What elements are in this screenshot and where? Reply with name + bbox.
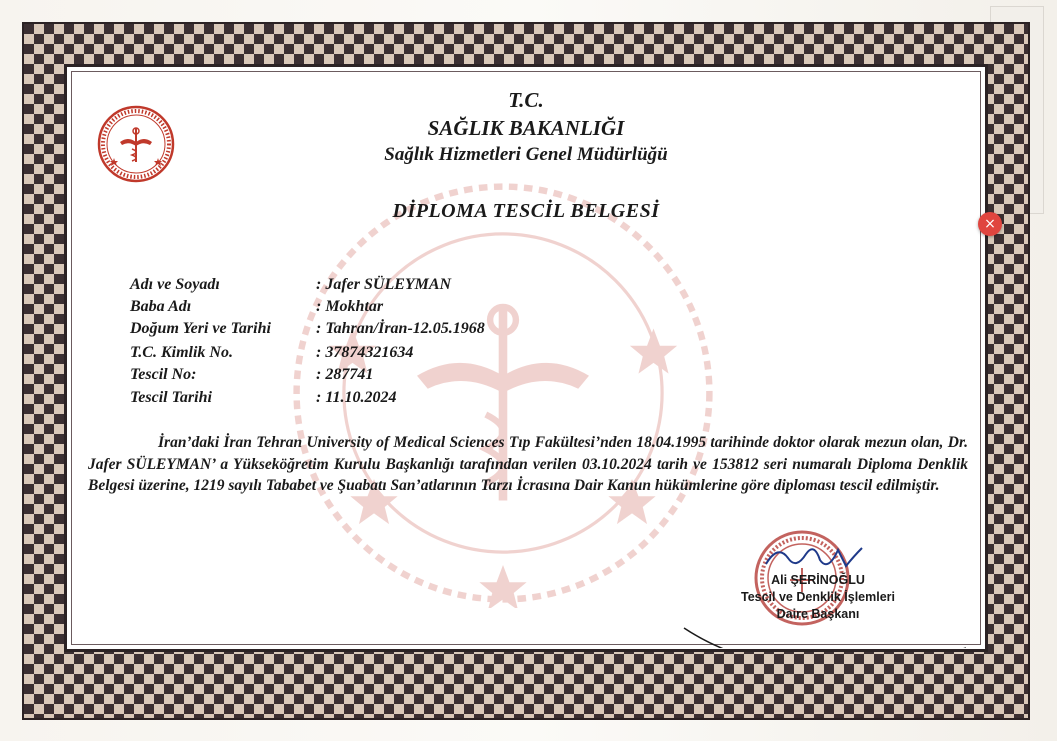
field-father-name bbox=[130, 298, 383, 316]
header-ministry: SAĞLIK BAKANLIĞI bbox=[427, 116, 625, 140]
document-title: DİPLOMA TESCİL BELGESİ bbox=[392, 200, 660, 222]
header-directorate: Sağlık Hizmetleri Genel Müdürlüğü bbox=[384, 144, 668, 165]
field-label: T.C. Kimlik No. bbox=[130, 344, 233, 361]
certificate-content bbox=[68, 68, 984, 648]
field-id-number bbox=[130, 344, 413, 362]
field-label: Tescil Tarihi bbox=[130, 389, 212, 406]
field-label: Doğum Yeri ve Tarihi bbox=[130, 320, 271, 337]
field-value: : Jafer SÜLEYMAN bbox=[316, 276, 452, 293]
field-value: : 11.10.2024 bbox=[316, 389, 397, 406]
field-label: Tescil No: bbox=[130, 366, 197, 383]
field-registration-date bbox=[130, 389, 396, 407]
certificate-body-text: İran’daki İran Tehran University of Medical Sciences Tıp Fakültesi’nden 18.04.1995 tarihinde doktor olarak mezun olan, Dr. Jafer SÜLEYMAN’ a Yükseköğretim Kurulu Başkanlığı tarafından verilen 03.10.2024 tarih ve 153812 seri numaralı Diploma Denklik Belgesi üzerine, 1219 sayılı Tababet ve Şuabatı San’atlarının Tarzı İcrasına Dair Kanun hükümlerine göre diploması tescil edilmiştir. bbox=[88, 434, 968, 494]
field-value: : Mokhtar bbox=[316, 298, 384, 315]
field-birth bbox=[130, 320, 485, 338]
field-registration-number bbox=[130, 366, 373, 384]
header-tc: T.C. bbox=[508, 88, 544, 112]
signatory-name: Ali ŞERİNOĞLU bbox=[771, 573, 865, 587]
signatory-title-line1: Tescil ve Denklik İşlemleri bbox=[740, 590, 896, 604]
field-value: : 37874321634 bbox=[316, 344, 414, 361]
close-icon[interactable]: × bbox=[978, 212, 1002, 236]
field-value: : Tahran/İran-12.05.1968 bbox=[316, 320, 485, 337]
field-name bbox=[130, 276, 451, 294]
signatory-title-line2: Daire Başkanı bbox=[776, 607, 860, 621]
signature-icon bbox=[758, 536, 868, 576]
field-value: : 287741 bbox=[316, 366, 374, 383]
field-label: Adı ve Soyadı bbox=[130, 276, 220, 293]
field-label: Baba Adı bbox=[130, 298, 192, 315]
